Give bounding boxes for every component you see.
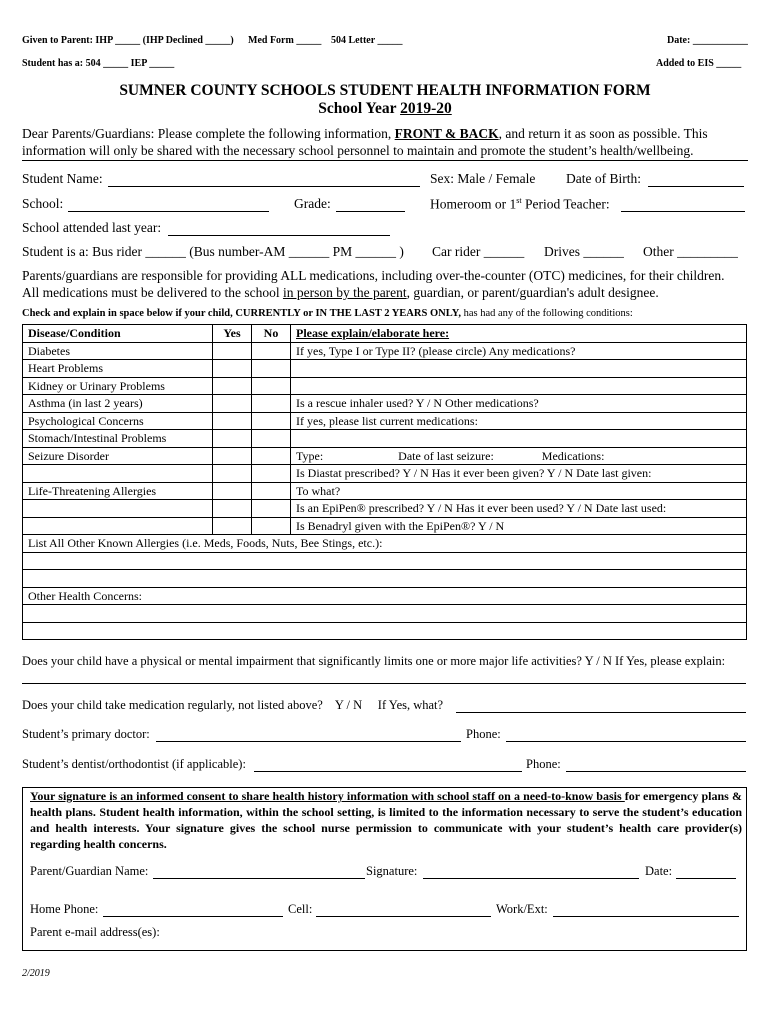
impairment-field[interactable] [22, 683, 746, 684]
yes-cell[interactable] [213, 395, 252, 413]
transport-car: Car rider ______ [432, 244, 525, 259]
doctor-label: Student’s primary doctor: [22, 727, 150, 741]
table-row [23, 342, 747, 360]
homeroom-field[interactable] [621, 211, 745, 212]
table-header-row [23, 325, 747, 343]
allergies-field[interactable] [23, 552, 747, 570]
no-cell[interactable] [252, 430, 291, 448]
explain-cell[interactable]: Is Benadryl given with the EpiPen®? Y / N [291, 517, 747, 535]
no-cell[interactable] [252, 412, 291, 430]
dob-field[interactable] [648, 186, 744, 187]
explain-cell[interactable] [291, 430, 747, 448]
work-label: Work/Ext: [496, 902, 548, 916]
header-no: No [252, 325, 291, 343]
intro-line-1: Dear Parents/Guardians: Please complete the following information, FRONT & BACK, and return it as soon as possible. This [22, 126, 708, 141]
conditions-table [22, 324, 747, 640]
header-explain: Please explain/elaborate here: [291, 325, 747, 343]
table-row [23, 360, 747, 378]
student-name-label: Student Name: [22, 171, 103, 186]
consent-date-field[interactable] [676, 878, 736, 879]
signature-field[interactable] [423, 878, 639, 879]
other-concerns-label: Other Health Concerns: [23, 587, 747, 605]
explain-cell[interactable] [291, 360, 747, 378]
consent-box [22, 787, 747, 951]
doctor-phone-field[interactable] [506, 741, 746, 742]
explain-cell[interactable]: Is an EpiPen® prescribed? Y / N Has it ever been used? Y / N Date last used: [291, 500, 747, 518]
admin-med-form: Med Form _____ [248, 35, 322, 46]
medication-field[interactable] [456, 712, 746, 713]
condition-cell: Psychological Concerns [23, 412, 213, 430]
condition-cell: Diabetes [23, 342, 213, 360]
explain-cell[interactable]: Type: Date of last seizure: Medications: [291, 447, 747, 465]
medication-question: Does your child take medication regularly, not listed above? Y / N If Yes, what? [22, 698, 444, 712]
yes-cell[interactable] [213, 412, 252, 430]
no-cell[interactable] [252, 447, 291, 465]
allergies-label-row [23, 535, 747, 553]
other-concerns-label-row [23, 587, 747, 605]
dentist-field[interactable] [254, 771, 522, 772]
doctor-phone-label: Phone: [466, 727, 501, 741]
dob-label: Date of Birth: [566, 171, 641, 186]
allergies-field[interactable] [23, 570, 747, 588]
header-condition: Disease/Condition [23, 325, 213, 343]
dentist-label: Student’s dentist/orthodontist (if applicable): [22, 757, 246, 771]
medications-line-1: Parents/guardians are responsible for providing ALL medications, including over-the-counter (OTC) medicines, for their children. [22, 268, 725, 283]
table-row [23, 500, 747, 518]
no-cell[interactable] [252, 500, 291, 518]
table-row [23, 447, 747, 465]
intro-line-2: information will only be shared with the necessary school personnel to maintain and promote the student’s health/wellbeing. [22, 143, 694, 158]
consent-date-label: Date: [645, 864, 673, 878]
last-school-field[interactable] [168, 235, 390, 236]
admin-given-to-parent: Given to Parent: IHP _____ (IHP Declined _____) [22, 35, 234, 46]
explain-cell[interactable]: Is a rescue inhaler used? Y / N Other medications? [291, 395, 747, 413]
condition-cell [23, 500, 213, 518]
last-school-label: School attended last year: [22, 220, 162, 235]
yes-cell[interactable] [213, 360, 252, 378]
home-phone-label: Home Phone: [30, 902, 99, 916]
student-name-field[interactable] [108, 186, 420, 187]
grade-label: Grade: [294, 196, 331, 211]
yes-cell[interactable] [213, 342, 252, 360]
condition-cell [23, 517, 213, 535]
yes-cell[interactable] [213, 482, 252, 500]
table-row [23, 517, 747, 535]
no-cell[interactable] [252, 342, 291, 360]
no-cell[interactable] [252, 377, 291, 395]
yes-cell[interactable] [213, 500, 252, 518]
table-row [23, 412, 747, 430]
table-row [23, 430, 747, 448]
admin-date: Date: ___________ [667, 35, 748, 46]
table-row [23, 465, 747, 483]
admin-added-eis: Added to EIS _____ [656, 58, 742, 69]
dentist-phone-field[interactable] [566, 771, 746, 772]
yes-cell[interactable] [213, 377, 252, 395]
cell-field[interactable] [316, 916, 491, 917]
other-concerns-field[interactable] [23, 605, 747, 623]
school-year: School Year 2019-20 [318, 100, 452, 117]
transport-bus: Student is a: Bus rider ______ (Bus number-AM ______ PM ______ ) [22, 244, 404, 259]
transport-other: Other _________ [643, 244, 738, 259]
other-concerns-field-row [23, 605, 747, 623]
consent-text: Your signature is an informed consent to share health history information with school staff on a need-to-know basis for emergency plans & health plans. Student health information, within the school setting, is limited to the information necessary to serve the student’s education and health interests. Your signature gives the school nurse permission to communicate with your student’s health care provider(s) regarding health concerns. [30, 789, 742, 851]
form-title: SUMNER COUNTY SCHOOLS STUDENT HEALTH INFORMATION FORM [119, 82, 651, 99]
signature-label: Signature: [366, 864, 418, 878]
condition-cell: Heart Problems [23, 360, 213, 378]
condition-cell: Stomach/Intestinal Problems [23, 430, 213, 448]
condition-cell: Seizure Disorder [23, 447, 213, 465]
school-label: School: [22, 196, 64, 211]
no-cell[interactable] [252, 360, 291, 378]
allergies-label: List All Other Known Allergies (i.e. Meds, Foods, Nuts, Bee Stings, etc.): [23, 535, 747, 553]
dentist-phone-label: Phone: [526, 757, 561, 771]
cell-label: Cell: [288, 902, 313, 916]
school-field[interactable] [68, 211, 269, 212]
condition-cell: Life-Threatening Allergies [23, 482, 213, 500]
work-field[interactable] [553, 916, 739, 917]
email-label: Parent e-mail address(es): [30, 925, 160, 939]
other-concerns-field[interactable] [23, 622, 747, 640]
condition-cell: Kidney or Urinary Problems [23, 377, 213, 395]
no-cell[interactable] [252, 517, 291, 535]
condition-cell: Asthma (in last 2 years) [23, 395, 213, 413]
no-cell[interactable] [252, 482, 291, 500]
other-concerns-field-row [23, 622, 747, 640]
guardian-name-field[interactable] [153, 878, 365, 879]
medications-line-2: All medications must be delivered to the school in person by the parent, guardian, or parent/guardian's adult designee. [22, 285, 659, 300]
yes-cell[interactable] [213, 517, 252, 535]
allergies-field-row [23, 570, 747, 588]
explain-cell[interactable]: If yes, please list current medications: [291, 412, 747, 430]
explain-cell[interactable]: Is Diastat prescribed? Y / N Has it ever been given? Y / N Date last given: [291, 465, 747, 483]
no-cell[interactable] [252, 395, 291, 413]
yes-cell[interactable] [213, 447, 252, 465]
table-row [23, 395, 747, 413]
table-row [23, 377, 747, 395]
homeroom-label: Homeroom or 1st Period Teacher: [430, 196, 610, 212]
impairment-question: Does your child have a physical or mental impairment that significantly limits one or more major life activities? Y / N If Yes, please explain: [22, 654, 726, 668]
grade-field[interactable] [336, 211, 405, 212]
home-phone-field[interactable] [103, 916, 283, 917]
explain-cell[interactable]: If yes, Type I or Type II? (please circle) Any medications? [291, 342, 747, 360]
allergies-field-row [23, 552, 747, 570]
explain-cell[interactable]: To what? [291, 482, 747, 500]
yes-cell[interactable] [213, 430, 252, 448]
doctor-field[interactable] [156, 741, 461, 742]
admin-504-letter: 504 Letter _____ [331, 35, 403, 46]
divider [22, 160, 748, 161]
transport-drives: Drives ______ [544, 244, 624, 259]
yes-cell[interactable] [213, 465, 252, 483]
table-row [23, 482, 747, 500]
no-cell[interactable] [252, 465, 291, 483]
header-yes: Yes [213, 325, 252, 343]
check-instructions: Check and explain in space below if your child, CURRENTLY or IN THE LAST 2 YEARS ONLY, has had any of the following conditions: [22, 308, 633, 319]
sex-label: Sex: Male / Female [430, 171, 536, 186]
condition-cell [23, 465, 213, 483]
admin-student-has: Student has a: 504 _____ IEP _____ [22, 58, 175, 69]
guardian-name-label: Parent/Guardian Name: [30, 864, 149, 878]
revision-date: 2/2019 [22, 968, 50, 979]
explain-cell[interactable] [291, 377, 747, 395]
